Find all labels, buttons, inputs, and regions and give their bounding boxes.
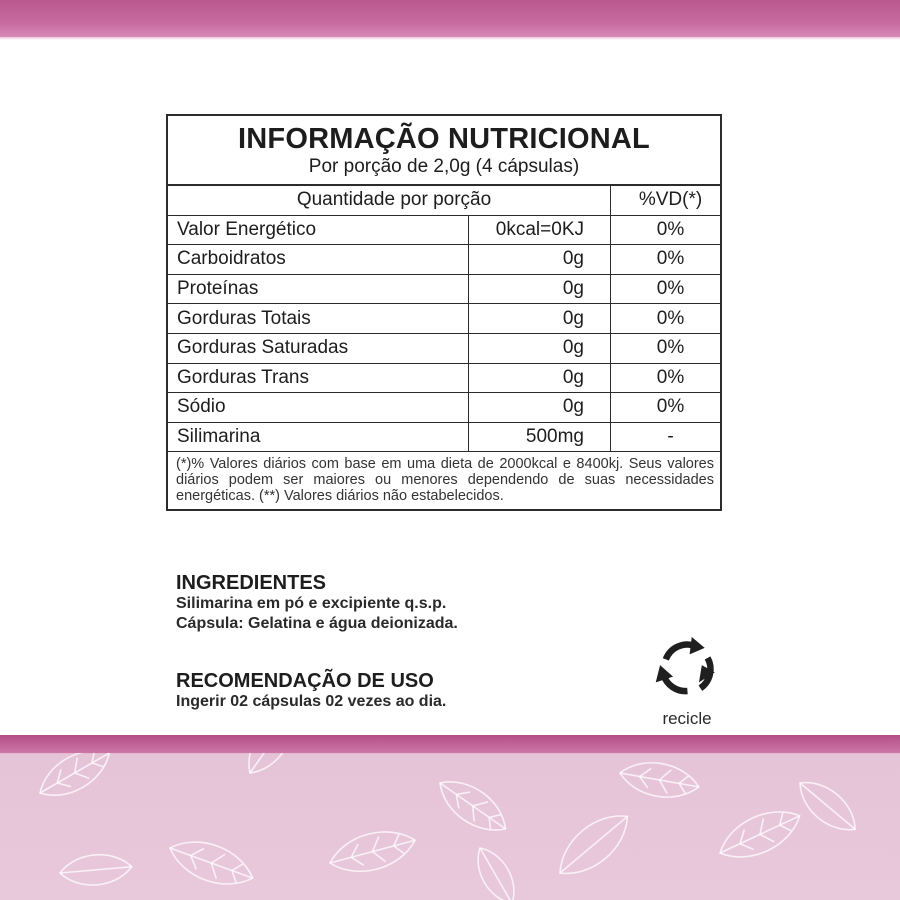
column-header-row <box>168 186 720 216</box>
table-row <box>168 393 720 423</box>
recycle-label: recicle <box>662 709 712 728</box>
usage-line: Ingerir 02 cápsulas 02 vezes ao dia. <box>176 693 447 710</box>
table-row <box>168 423 720 453</box>
usage-title: RECOMENDAÇÃO DE USO <box>176 670 434 692</box>
nutrient-name: Sódio <box>168 393 469 422</box>
ingredients-line: Cápsula: Gelatina e água deionizada. <box>176 615 458 632</box>
nutrient-dv: 0% <box>656 337 685 359</box>
nutrient-amount: 0g <box>469 364 611 393</box>
table-row <box>168 275 720 305</box>
table-row <box>168 216 720 246</box>
nutrient-dv: 0% <box>656 396 685 418</box>
nutrition-serving-size: Por porção de 2,0g (4 cápsulas) <box>308 156 580 177</box>
nutrient-dv: 0% <box>656 278 685 300</box>
nutrient-name: Gorduras Trans <box>168 364 469 393</box>
nutrient-name: Gorduras Totais <box>168 304 469 333</box>
dv-column-header: %VD(*) <box>638 189 703 211</box>
nutrient-name: Silimarina <box>168 423 469 452</box>
nutrient-amount: 0g <box>469 275 611 304</box>
nutrition-title: INFORMAÇÃO NUTRICIONAL <box>238 123 650 155</box>
table-row <box>168 245 720 275</box>
table-row <box>168 304 720 334</box>
top-color-band <box>0 0 900 37</box>
nutrient-amount: 0g <box>469 393 611 422</box>
nutrient-name: Valor Energético <box>168 216 469 245</box>
nutrient-amount: 0g <box>469 304 611 333</box>
nutrition-table-header <box>168 116 720 186</box>
nutrient-name: Carboidratos <box>168 245 469 274</box>
nutrient-dv: 0% <box>656 366 685 388</box>
nutrient-dv: 0% <box>656 218 685 240</box>
table-row <box>168 364 720 394</box>
nutrient-dv: 0% <box>656 307 685 329</box>
ingredients-line: Silimarina em pó e excipiente q.s.p. <box>176 595 447 612</box>
nutrient-dv: - <box>667 426 674 448</box>
ingredients-title: INGREDIENTES <box>176 572 327 594</box>
nutrient-amount: 0kcal=0KJ <box>469 216 611 245</box>
quantity-column-header: Quantidade por porção <box>168 186 611 215</box>
nutrient-name: Gorduras Saturadas <box>168 334 469 363</box>
ingredients-section <box>176 572 458 634</box>
recycle-icon <box>650 632 722 704</box>
nutrient-name: Proteínas <box>168 275 469 304</box>
bottom-color-stripe <box>0 735 900 753</box>
table-row <box>168 334 720 364</box>
usage-section <box>176 670 446 712</box>
leaf-pattern <box>0 753 900 900</box>
nutrient-dv: 0% <box>656 248 685 270</box>
nutrient-amount: 500mg <box>469 423 611 452</box>
daily-values-footnote: (*)% Valores diários com base em uma dieta de 2000kcal e 8400kj. Seus valores diários podem ser maiores ou menores dependendo de suas necessidades energéticas. (**) Valores diários não estabelecidos. <box>176 456 714 505</box>
nutrient-amount: 0g <box>469 245 611 274</box>
nutrition-table <box>166 114 722 511</box>
bottom-leaf-pattern-band <box>0 735 900 900</box>
nutrient-amount: 0g <box>469 334 611 363</box>
